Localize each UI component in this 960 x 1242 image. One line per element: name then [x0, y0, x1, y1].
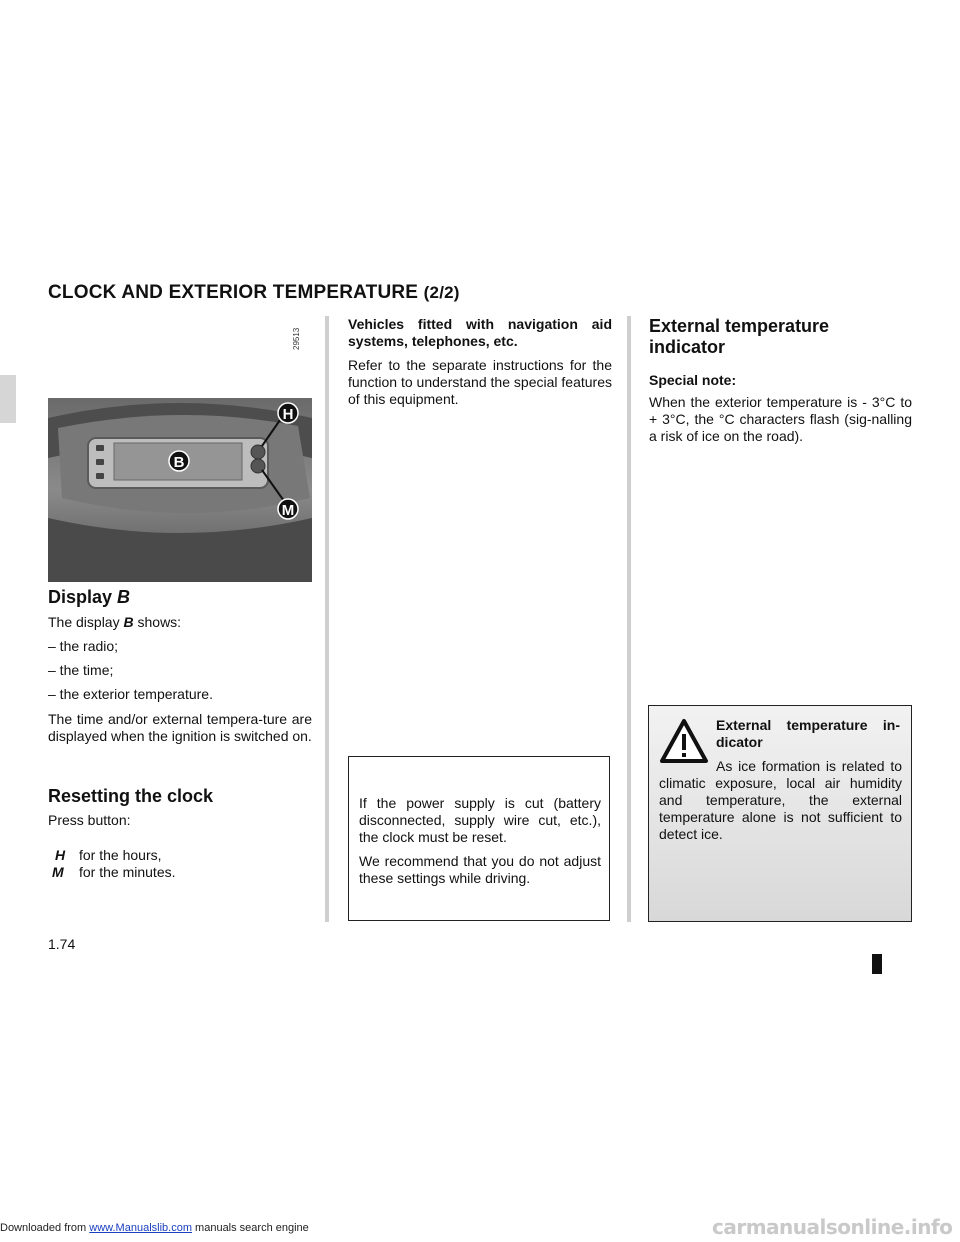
special-note-label: Special note: — [649, 372, 737, 388]
page-title-part: (2/2) — [423, 283, 460, 302]
external-heading-line2: indicator — [649, 337, 726, 357]
column-divider — [325, 316, 329, 922]
display-intro-post: shows: — [137, 614, 182, 630]
display-heading-text: Display — [48, 587, 113, 607]
warning-title: External temperature in-dicator — [716, 717, 900, 750]
warning-box — [648, 705, 912, 922]
end-marker — [872, 954, 882, 974]
footer-watermark: carmanualsonline.info — [712, 1215, 953, 1239]
page-number: 1.74 — [48, 936, 76, 952]
external-text: When the exterior temperature is - 3°C to + 3°C, the °C characters flash (sig-nalling a risk of ice on the road). — [649, 394, 912, 444]
callout-m — [278, 499, 298, 519]
button-key-m — [52, 864, 64, 881]
callout-h-label: H — [282, 406, 294, 423]
power-note-box — [348, 756, 610, 921]
display-intro — [48, 614, 312, 631]
display-note: The time and/or external tempera-ture are displayed when the ignition is switched on. — [48, 711, 312, 744]
display-item: – the radio; — [48, 638, 119, 654]
resetting-heading: Resetting the clock — [48, 786, 214, 806]
button-key-h-text: for the hours, — [79, 847, 162, 863]
navigation-heading: Vehicles fitted with navigation aid systems, telephones, etc. — [348, 316, 612, 349]
external-heading-line1: External temperature — [649, 316, 830, 336]
resetting-intro: Press button: — [48, 812, 131, 828]
button-key-h — [55, 847, 65, 864]
figure-code: 29513 — [292, 327, 301, 350]
power-note-text: If the power supply is cut (battery disconnected, supply wire cut, etc.), the clock must be reset. — [359, 795, 601, 845]
page-title — [48, 282, 460, 304]
footer-prefix: Downloaded from — [0, 1222, 87, 1234]
column-divider — [627, 316, 631, 922]
external-heading — [649, 316, 829, 358]
dashboard-illustration — [48, 398, 312, 582]
footer-link[interactable]: www.Manualslib.com — [89, 1222, 192, 1234]
callout-b-label: B — [173, 454, 185, 471]
display-heading-letter: B — [117, 587, 131, 607]
display-intro-letter: B — [123, 614, 134, 630]
display-heading — [48, 587, 130, 608]
callout-h — [278, 403, 298, 423]
footer-suffix: manuals search engine — [195, 1222, 309, 1234]
button-key-h-letter: H — [55, 847, 66, 863]
button-key-m-letter: M — [52, 864, 64, 880]
display-item: – the exterior temperature. — [48, 686, 213, 702]
section-tab — [0, 375, 16, 423]
display-item: – the time; — [48, 662, 114, 678]
callout-b — [169, 451, 189, 471]
footer-download — [0, 1222, 309, 1234]
callout-m-label: M — [281, 502, 295, 519]
button-key-m-text: for the minutes. — [79, 864, 176, 880]
page-title-main: CLOCK AND EXTERIOR TEMPERATURE — [48, 282, 419, 303]
power-note-advice: We recommend that you do not adjust these settings while driving. — [359, 853, 601, 886]
navigation-text: Refer to the separate instructions for the function to understand the special features of this equipment. — [348, 357, 612, 407]
warning-text: As ice formation is related to climatic exposure, local air humidity and temperature, the external temperature alone is not sufficient to detect ice. — [659, 758, 902, 842]
display-intro-pre: The display — [48, 614, 120, 630]
